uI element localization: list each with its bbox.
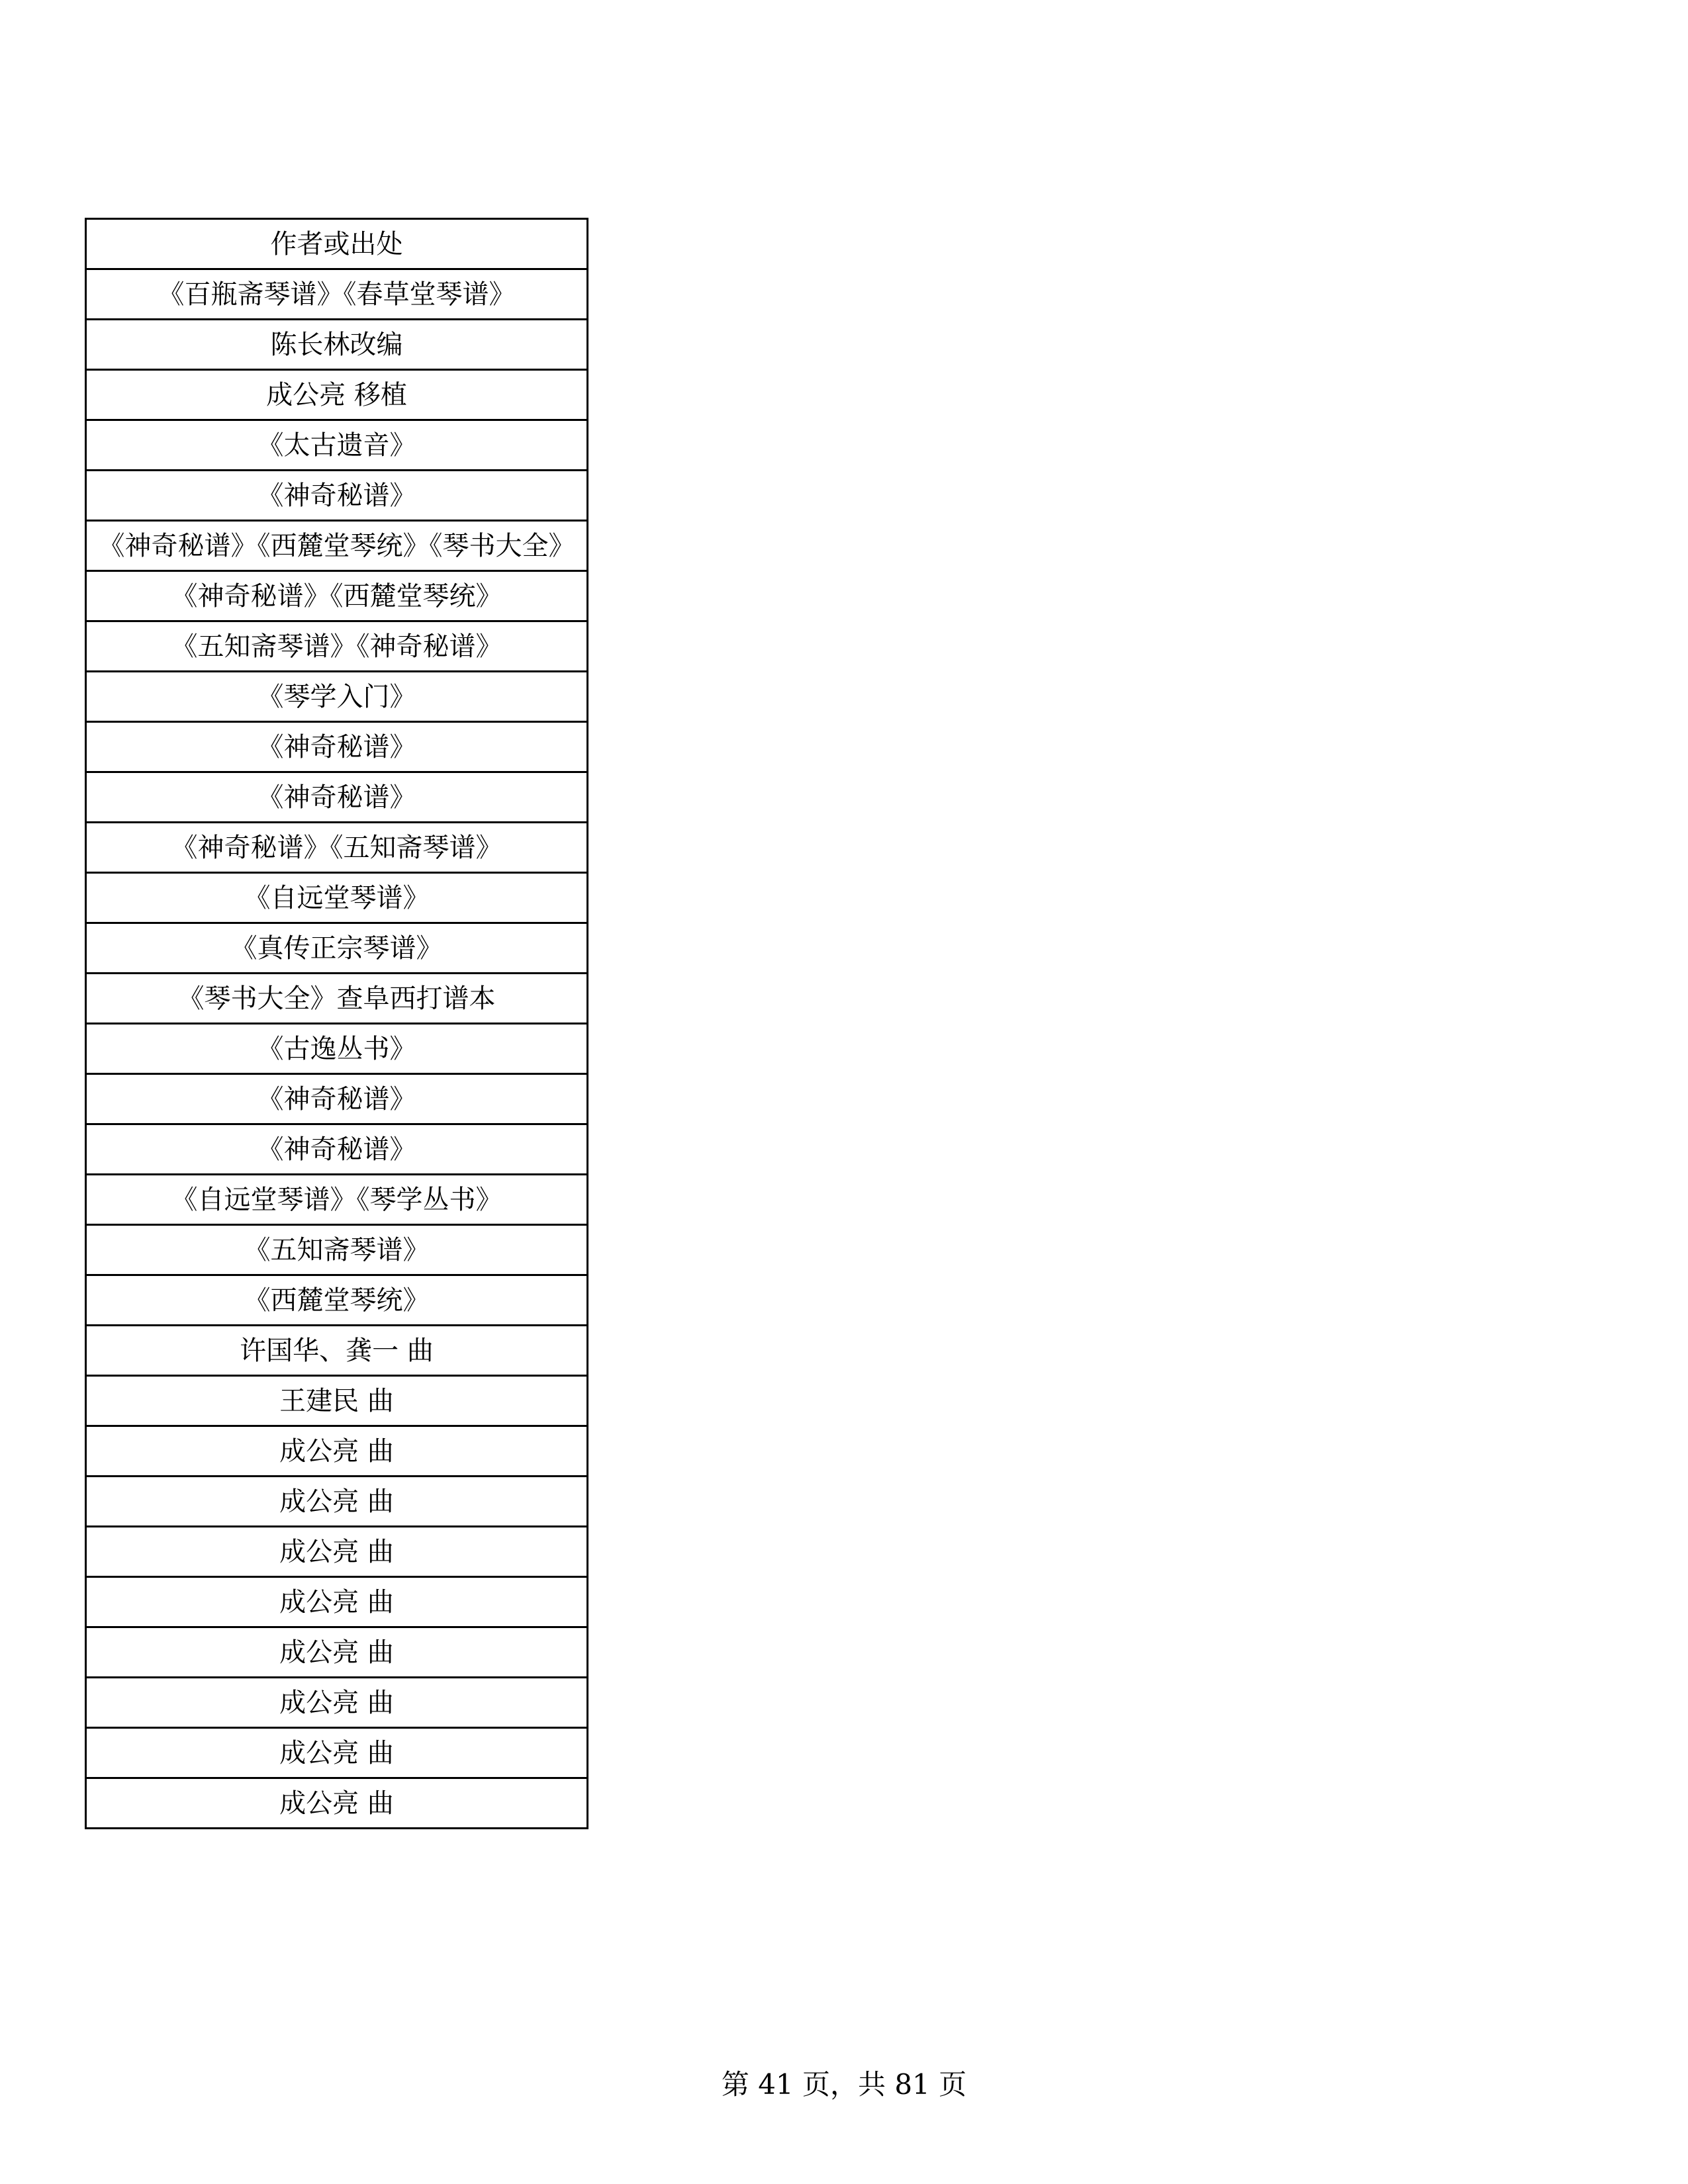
- source-text: 《五知斋琴谱》: [244, 1234, 430, 1265]
- table-row: [86, 823, 588, 873]
- table-cell-source: [86, 420, 588, 471]
- table-body: [86, 219, 588, 1829]
- source-text: 《神奇秘谱》: [257, 731, 416, 762]
- table-cell-source: [86, 521, 588, 571]
- table-cell-source: [86, 1275, 588, 1326]
- table-cell-source: [86, 672, 588, 722]
- table-row: [86, 1778, 588, 1829]
- table-cell-source: [86, 1376, 588, 1426]
- source-text: 《神奇秘谱》《西麓堂琴统》: [171, 580, 502, 612]
- table-row: [86, 923, 588, 974]
- table-row: [86, 320, 588, 370]
- table-cell-source: [86, 873, 588, 923]
- source-text: 《神奇秘谱》: [257, 480, 416, 511]
- table-cell-source: [86, 320, 588, 370]
- table-row: [86, 1225, 588, 1275]
- source-text: 成公亮 曲: [279, 1637, 394, 1668]
- table-cell-source: [86, 1175, 588, 1225]
- table-row: [86, 1678, 588, 1728]
- source-text: 成公亮 曲: [279, 1536, 394, 1567]
- source-text: 《真传正宗琴谱》: [230, 933, 443, 964]
- source-text: 《五知斋琴谱》《神奇秘谱》: [171, 631, 502, 662]
- table-row: [86, 370, 588, 420]
- table-cell-source: [86, 1426, 588, 1477]
- source-text: 《神奇秘谱》: [257, 782, 416, 813]
- source-text: 《百瓶斋琴谱》《春草堂琴谱》: [158, 279, 516, 310]
- source-text: 《神奇秘谱》: [257, 1083, 416, 1115]
- table-cell-source: [86, 772, 588, 823]
- table-row: [86, 1275, 588, 1326]
- source-table: [85, 218, 588, 1829]
- table-row: [86, 571, 588, 621]
- table-cell-source: [86, 269, 588, 320]
- table-row: [86, 722, 588, 772]
- table-cell-source: [86, 1577, 588, 1627]
- table-cell-source: [86, 370, 588, 420]
- table-row: [86, 1074, 588, 1124]
- source-text: 《太古遗音》: [257, 430, 416, 461]
- table-row: [86, 1527, 588, 1577]
- table-row: [86, 1426, 588, 1477]
- source-text: 王建民 曲: [279, 1385, 394, 1416]
- source-text: 《神奇秘谱》《五知斋琴谱》: [171, 832, 502, 863]
- table-cell-source: [86, 1477, 588, 1527]
- source-text: 《琴学入门》: [257, 681, 416, 712]
- source-text: 成公亮 曲: [279, 1586, 394, 1617]
- table-cell-source: [86, 471, 588, 521]
- table-row: [86, 772, 588, 823]
- source-text: 《神奇秘谱》: [257, 1134, 416, 1165]
- table-row: [86, 1627, 588, 1678]
- table-row: [86, 1477, 588, 1527]
- source-text: 成公亮 曲: [279, 1435, 394, 1467]
- table-cell-source: [86, 923, 588, 974]
- table-cell-source: [86, 571, 588, 621]
- source-text: 成公亮 曲: [279, 1788, 394, 1819]
- table-cell-source: [86, 1778, 588, 1829]
- table-row: [86, 1376, 588, 1426]
- source-text: 《西麓堂琴统》: [244, 1285, 430, 1316]
- table-row: [86, 1728, 588, 1778]
- table-cell-source: [86, 823, 588, 873]
- source-text: 《琴书大全》查阜西打谱本: [177, 983, 496, 1014]
- table-cell-source: [86, 1527, 588, 1577]
- table-row: [86, 672, 588, 722]
- table-cell-source: [86, 621, 588, 672]
- source-text: 许国华、龚一 曲: [240, 1335, 434, 1366]
- source-text: 《古逸丛书》: [257, 1033, 416, 1064]
- table-row: [86, 1124, 588, 1175]
- table-cell-source: [86, 1728, 588, 1778]
- table-cell-source: [86, 1124, 588, 1175]
- table-row: [86, 1326, 588, 1376]
- table-cell-source: [86, 1074, 588, 1124]
- source-text: 成公亮 移植: [266, 379, 407, 410]
- table-cell-source: [86, 974, 588, 1024]
- table-cell-source: [86, 1225, 588, 1275]
- source-text: 陈长林改编: [270, 329, 403, 360]
- table-row: [86, 471, 588, 521]
- table-row: [86, 269, 588, 320]
- page-number-footer: 第 41 页，共 81 页: [721, 2068, 967, 2101]
- table-row: [86, 420, 588, 471]
- source-text: 成公亮 曲: [279, 1687, 394, 1718]
- table-cell-source: [86, 1627, 588, 1678]
- table-row: [86, 521, 588, 571]
- table-header-row: [86, 219, 588, 269]
- table-cell-source: [86, 1678, 588, 1728]
- table-row: [86, 1175, 588, 1225]
- table-cell-source: [86, 722, 588, 772]
- table-header-cell: 作者或出处: [86, 219, 588, 269]
- table-cell-source: [86, 1024, 588, 1074]
- table-row: [86, 873, 588, 923]
- table-row: [86, 974, 588, 1024]
- source-text: 《自远堂琴谱》《琴学丛书》: [171, 1184, 502, 1215]
- table-cell-source: [86, 1326, 588, 1376]
- table-row: [86, 1024, 588, 1074]
- source-text: 《神奇秘谱》《西麓堂琴统》《琴书大全》: [98, 530, 575, 561]
- source-text: 成公亮 曲: [279, 1486, 394, 1517]
- source-text: 《自远堂琴谱》: [244, 882, 430, 913]
- source-text: 成公亮 曲: [279, 1737, 394, 1768]
- table-row: [86, 621, 588, 672]
- table-row: [86, 1577, 588, 1627]
